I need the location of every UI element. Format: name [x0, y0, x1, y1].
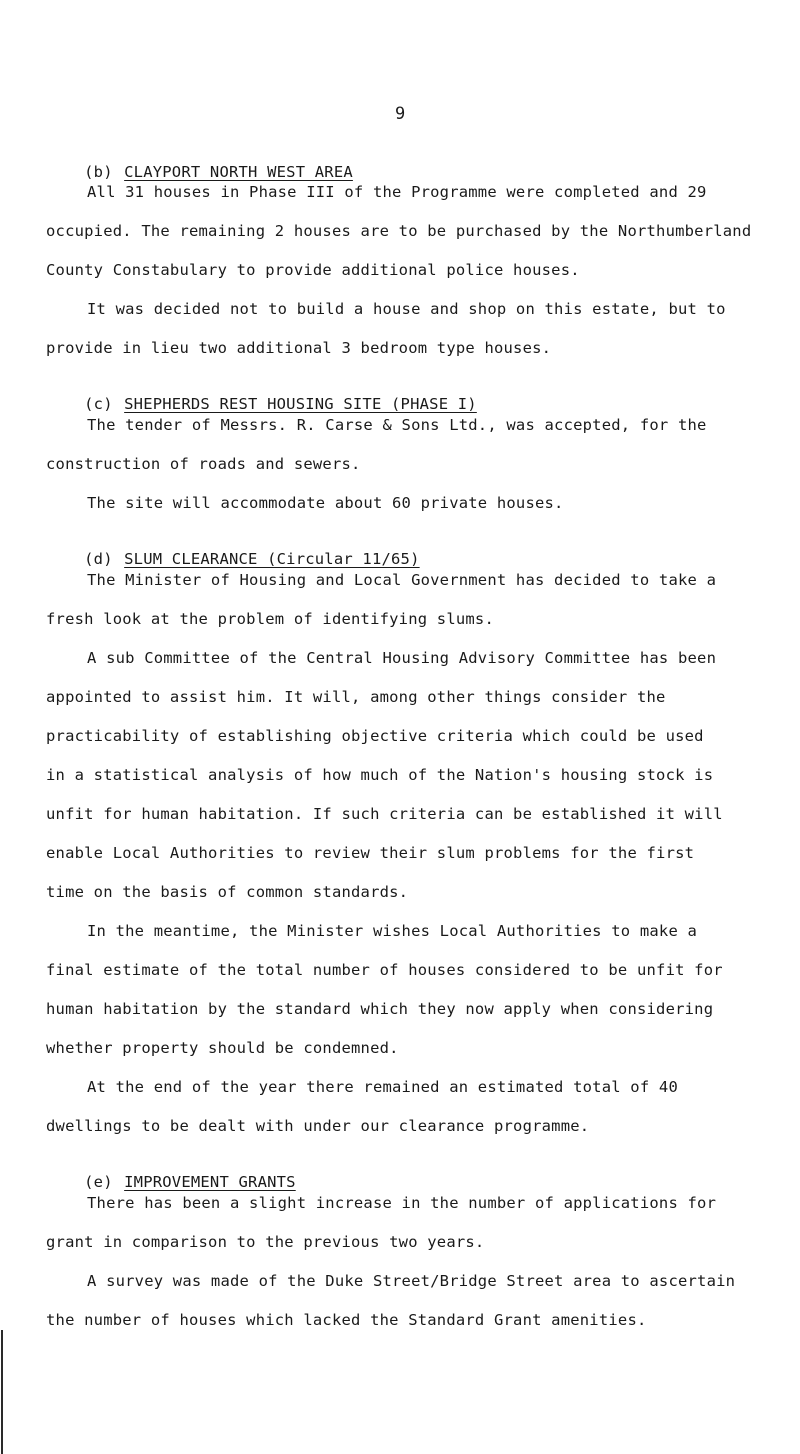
- section-d-line-10: In the meantime, the Minister wishes Local Authorities to make a: [87, 922, 698, 940]
- section-d-line-12: human habitation by the standard which they now apply when considering: [46, 1000, 714, 1018]
- section-e-label: (e): [84, 1173, 113, 1191]
- page-number: 9: [395, 104, 406, 124]
- section-d-line-2: fresh look at the problem of identifying slums.: [46, 610, 494, 628]
- section-b-line-2: occupied. The remaining 2 houses are to be purchased by the Northumberland: [46, 222, 752, 240]
- section-d-line-4: appointed to assist him. It will, among other things consider the: [46, 688, 666, 706]
- section-b-line-5: provide in lieu two additional 3 bedroom type houses.: [46, 339, 552, 357]
- section-d-line-15: dwellings to be dealt with under our clearance programme.: [46, 1117, 590, 1135]
- section-c-line-1: The tender of Messrs. R. Carse & Sons Ltd., was accepted, for the: [87, 416, 707, 434]
- section-d-line-11: final estimate of the total number of houses considered to be unfit for: [46, 961, 723, 979]
- section-e-line-4: the number of houses which lacked the Standard Grant amenities.: [46, 1311, 647, 1329]
- section-d-line-14: At the end of the year there remained an estimated total of 40: [87, 1078, 678, 1096]
- section-b-line-1: All 31 houses in Phase III of the Programme were completed and 29: [87, 183, 707, 201]
- section-d-line-7: unfit for human habitation. If such criteria can be established it will: [46, 805, 723, 823]
- section-e-line-3: A survey was made of the Duke Street/Bridge Street area to ascertain: [87, 1272, 736, 1290]
- section-e-line-1: There has been a slight increase in the number of applications for: [87, 1194, 717, 1212]
- section-b-label: (b): [84, 163, 113, 181]
- section-d-line-3: A sub Committee of the Central Housing Advisory Committee has been: [87, 649, 717, 667]
- section-c-label: (c): [84, 395, 113, 413]
- section-b-line-3: County Constabulary to provide additional police houses.: [46, 261, 580, 279]
- section-d-line-9: time on the basis of common standards.: [46, 883, 409, 901]
- section-d-line-8: enable Local Authorities to review their slum problems for the first: [46, 844, 695, 862]
- section-b-line-4: It was decided not to build a house and shop on this estate, but to: [87, 300, 726, 318]
- section-b-title: CLAYPORT NORTH WEST AREA: [124, 163, 353, 181]
- section-c-line-3: The site will accommodate about 60 private houses.: [87, 494, 564, 512]
- section-c-title: SHEPHERDS REST HOUSING SITE (PHASE I): [124, 395, 477, 413]
- scan-edge-mark: [1, 1330, 3, 1454]
- section-d-label: (d): [84, 550, 113, 568]
- section-c-line-2: construction of roads and sewers.: [46, 455, 361, 473]
- section-d-line-13: whether property should be condemned.: [46, 1039, 399, 1057]
- section-d-line-1: The Minister of Housing and Local Government has decided to take a: [87, 571, 717, 589]
- section-d-line-5: practicability of establishing objective criteria which could be used: [46, 727, 704, 745]
- section-d-line-6: in a statistical analysis of how much of the Nation's housing stock is: [46, 766, 714, 784]
- section-e-line-2: grant in comparison to the previous two years.: [46, 1233, 485, 1251]
- section-d-title: SLUM CLEARANCE (Circular 11/65): [124, 550, 420, 568]
- section-e-title: IMPROVEMENT GRANTS: [124, 1173, 296, 1191]
